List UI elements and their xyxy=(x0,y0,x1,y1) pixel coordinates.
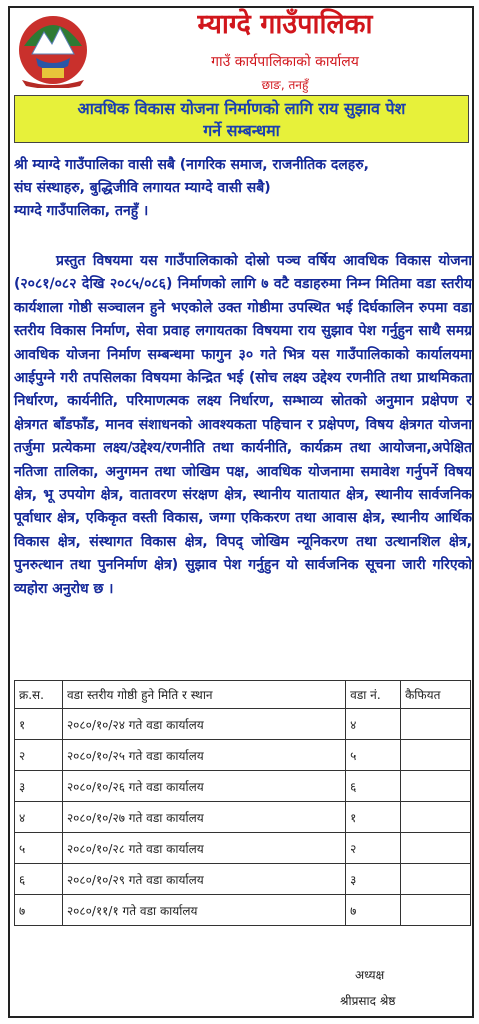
header-remark: कैफियत xyxy=(401,681,471,709)
cell-remark xyxy=(401,833,471,864)
cell-date-place: २०८०/११/१ गते वडा कार्यालय xyxy=(62,895,345,926)
table-row xyxy=(15,895,471,926)
cell-remark xyxy=(401,864,471,895)
cell-sn: १ xyxy=(15,709,63,740)
table-row xyxy=(15,802,471,833)
cell-sn: ५ xyxy=(15,833,63,864)
header-sn: क्र.स. xyxy=(15,681,63,709)
cell-date-place: २०८०/१०/२७ गते वडा कार्यालय xyxy=(62,802,345,833)
cell-remark xyxy=(401,802,471,833)
table-row xyxy=(15,864,471,895)
cell-ward: ५ xyxy=(346,740,401,771)
table-row xyxy=(15,709,471,740)
cell-sn: ४ xyxy=(15,802,63,833)
table-header-row xyxy=(15,681,471,709)
table-row xyxy=(15,740,471,771)
ward-schedule-table xyxy=(14,680,471,926)
cell-date-place: २०८०/१०/२८ गते वडा कार्यालय xyxy=(62,833,345,864)
cell-remark xyxy=(401,740,471,771)
addressee-block xyxy=(14,154,472,223)
cell-ward: २ xyxy=(346,833,401,864)
addressee-line-2: संघ संस्थाहरु, बुद्धिजीवि लगायत म्याग्दे वासी सबै) xyxy=(14,180,271,196)
signature-name: श्रीप्रसाद श्रेष्ठ xyxy=(340,994,396,1008)
subject-line-1: आवधिक विकास योजना निर्माणको लागि राय सुझाव पेश xyxy=(77,99,406,118)
cell-sn: ७ xyxy=(15,895,63,926)
header-date-place: वडा स्तरीय गोष्ठी हुने मिति र स्थान xyxy=(62,681,345,709)
header-ward: वडा नं. xyxy=(346,681,401,709)
addressee-line-3: म्याग्दे गाउँपालिका, तनहुँ । xyxy=(14,203,149,219)
cell-date-place: २०८०/१०/२९ गते वडा कार्यालय xyxy=(62,864,345,895)
nepal-government-emblem-icon xyxy=(14,6,92,88)
cell-remark xyxy=(401,771,471,802)
table-row xyxy=(15,833,471,864)
cell-remark xyxy=(401,709,471,740)
cell-ward: ४ xyxy=(346,709,401,740)
cell-remark xyxy=(401,895,471,926)
org-subtitle: गाउँ कार्यपालिकाको कार्यालय xyxy=(211,54,359,70)
addressee-line-1: श्री म्याग्दे गाउँपालिका वासी सबै (नागरिक समाज, राजनीतिक दलहरु, xyxy=(14,157,369,173)
notice-body: प्रस्तुत विषयमा यस गाउँपालिकाको दोस्रो पञ्च वर्षिय आवधिक विकास योजना (२०८१/०८२ देखि २०८५/०८६) निर्माणको लागि ७ वटै वडाहरुमा निम्न मितिमा वडा स्तरीय कार्यशाला गोष्ठी सञ्चालन हुने भएकोले उक्त गोष्ठीमा उपस्थित भई दिर्घकालिन रुपमा वडा स्तरीय विकास निर्माण, सेवा प्रवाह लगायतका विषयमा राय सुझाव पेश गर्नुहुन साथै समग्र आवधिक योजना निर्माण सम्बन्धमा फागुन ३० गते भित्र यस गाउँपालिकाको कार्यालयमा आईपुग्ने गरी तपसिलका विषयमा केन्द्रित भई (सोच लक्ष्य उद्देश्य रणनीति तथा प्राथमिकता निर्धारण, कार्यनीति, परिमाणत्मक लक्ष्य निर्धारण, सम्भाव्य स्रोतको अनुमान प्रक्षेपण र क्षेत्रगत बाँडफाँड, मानव संशाधनको आवश्यकता पहिचान र प्रक्षेपण, विषय क्षेत्रगत योजना तर्जुमा प्रत्येकमा लक्ष्य/उद्देश्य/रणनीति तथा कार्यनीति, कार्यक्रम तथा आयोजना,अपेक्षित नतिजा तालिका, अनुगमन तथा जोखिम पक्ष, आवधिक योजनामा समावेश गर्नुपर्ने विषय क्षेत्र, भू उपयोग क्षेत्र, वातावरण संरक्षण क्षेत्र, स्थानीय यातायात क्षेत्र, स्थानीय सार्वजनिक पूर्वाधार क्षेत्र, एकिकृत वस्ती विकास, जग्गा एकिकरण तथा आवास क्षेत्र, स्थानीय आर्थिक विकास क्षेत्र, संस्थागत विकास क्षेत्र, विपद् जोखिम न्यूनिकरण तथा उत्थानशिल क्षेत्र, पुनरुत्थान तथा पुननिर्माण क्षेत्र) सुझाव पेश गर्नुहुन यो सार्वजनिक सूचना जारी गरिएको व्यहोरा अनुरोध छ । xyxy=(14,253,472,597)
cell-sn: २ xyxy=(15,740,63,771)
subject-banner xyxy=(14,95,469,143)
cell-ward: ६ xyxy=(346,771,401,802)
cell-ward: १ xyxy=(346,802,401,833)
cell-date-place: २०८०/१०/२४ गते वडा कार्यालय xyxy=(62,709,345,740)
org-title: म्याग्दे गाउँपालिका xyxy=(197,9,373,40)
signature-designation: अध्यक्ष xyxy=(355,968,385,982)
cell-date-place: २०८०/१०/२६ गते वडा कार्यालय xyxy=(62,771,345,802)
table-row xyxy=(15,771,471,802)
cell-date-place: २०८०/१०/२५ गते वडा कार्यालय xyxy=(62,740,345,771)
cell-ward: ७ xyxy=(346,895,401,926)
cell-ward: ३ xyxy=(346,864,401,895)
org-location: छाङ, तनहुँ xyxy=(261,78,309,92)
cell-sn: ६ xyxy=(15,864,63,895)
subject-line-2: गर्ने सम्बन्धमा xyxy=(203,121,280,140)
cell-sn: ३ xyxy=(15,771,63,802)
